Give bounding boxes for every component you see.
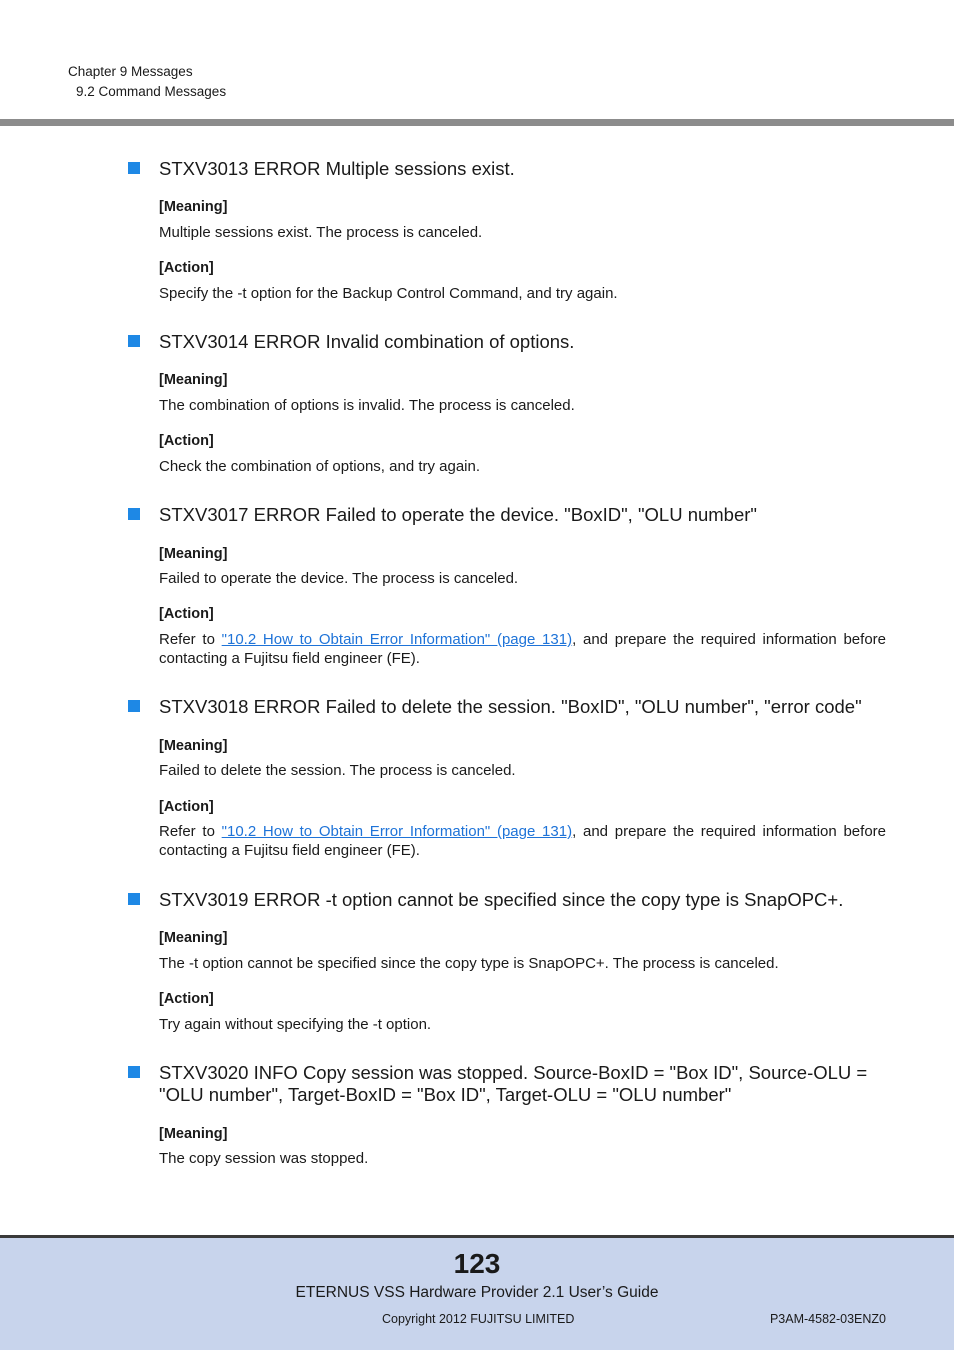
error-info-link[interactable]: "10.2 How to Obtain Error Information" (page 131) bbox=[221, 823, 573, 840]
header-chapter: Chapter 9 Messages bbox=[68, 64, 193, 79]
square-bullet-icon bbox=[128, 162, 140, 174]
meaning-text: Failed to delete the session. The process is canceled. bbox=[159, 762, 516, 779]
message-title: STXV3013 ERROR Multiple sessions exist. bbox=[128, 158, 888, 180]
square-bullet-icon bbox=[128, 1066, 140, 1078]
message-stxv3017 bbox=[128, 504, 888, 667]
action-text: Specify the -t option for the Backup Control Command, and try again. bbox=[159, 285, 618, 302]
meaning-label: [Meaning] bbox=[159, 930, 228, 946]
page-number: 123 bbox=[453, 1248, 501, 1279]
action-text: Try again without specifying the -t option. bbox=[159, 1016, 432, 1033]
document-id: P3AM-4582-03ENZ0 bbox=[769, 1312, 886, 1326]
meaning-label: [Meaning] bbox=[159, 546, 228, 562]
error-info-link[interactable]: "10.2 How to Obtain Error Information" (page 131) bbox=[221, 631, 573, 648]
square-bullet-icon bbox=[128, 508, 140, 520]
page-footer bbox=[0, 1235, 954, 1350]
copyright: Copyright 2012 FUJITSU LIMITED bbox=[382, 1312, 575, 1326]
action-label: [Action] bbox=[159, 433, 214, 449]
meaning-text: Multiple sessions exist. The process is canceled. bbox=[159, 224, 483, 241]
guide-title: ETERNUS VSS Hardware Provider 2.1 User’s Guide bbox=[295, 1284, 659, 1301]
action-text: Refer to "10.2 How to Obtain Error Information" (page 131), and prepare the required information before contacting a Fujitsu field engineer (FE). bbox=[159, 631, 886, 667]
meaning-text: The combination of options is invalid. The process is canceled. bbox=[159, 397, 575, 414]
action-label: [Action] bbox=[159, 799, 214, 815]
message-stxv3020 bbox=[128, 1062, 888, 1167]
header-rule bbox=[0, 119, 954, 126]
meaning-text: The copy session was stopped. bbox=[159, 1150, 369, 1167]
action-text: Check the combination of options, and try again. bbox=[159, 458, 481, 475]
meaning-text: Failed to operate the device. The process is canceled. bbox=[159, 570, 519, 587]
message-title: STXV3017 ERROR Failed to operate the device. "BoxID", "OLU number" bbox=[128, 504, 888, 526]
message-title: STXV3018 ERROR Failed to delete the session. "BoxID", "OLU number", "error code" bbox=[128, 696, 888, 718]
action-label: [Action] bbox=[159, 606, 214, 622]
message-stxv3019 bbox=[128, 889, 888, 1033]
meaning-label: [Meaning] bbox=[159, 738, 228, 754]
message-stxv3014 bbox=[128, 331, 888, 475]
message-title: STXV3020 INFO Copy session was stopped. Source-BoxID = "Box ID", Source-OLU = "OLU number", Target-BoxID = "Box ID", Target-OLU = "OLU number" bbox=[128, 1062, 888, 1106]
meaning-text: The -t option cannot be specified since the copy type is SnapOPC+. The process is canceled. bbox=[159, 955, 779, 972]
meaning-label: [Meaning] bbox=[159, 372, 228, 388]
square-bullet-icon bbox=[128, 700, 140, 712]
meaning-label: [Meaning] bbox=[159, 1126, 228, 1142]
action-label: [Action] bbox=[159, 991, 214, 1007]
action-text: Refer to "10.2 How to Obtain Error Information" (page 131), and prepare the required information before contacting a Fujitsu field engineer (FE). bbox=[159, 823, 886, 859]
message-stxv3013 bbox=[128, 158, 888, 302]
action-label: [Action] bbox=[159, 260, 214, 276]
message-title: STXV3019 ERROR -t option cannot be specified since the copy type is SnapOPC+. bbox=[128, 889, 888, 911]
meaning-label: [Meaning] bbox=[159, 199, 228, 215]
square-bullet-icon bbox=[128, 893, 140, 905]
message-title: STXV3014 ERROR Invalid combination of options. bbox=[128, 331, 888, 353]
message-stxv3018 bbox=[128, 696, 888, 859]
square-bullet-icon bbox=[128, 335, 140, 347]
header-section: 9.2 Command Messages bbox=[76, 84, 227, 99]
